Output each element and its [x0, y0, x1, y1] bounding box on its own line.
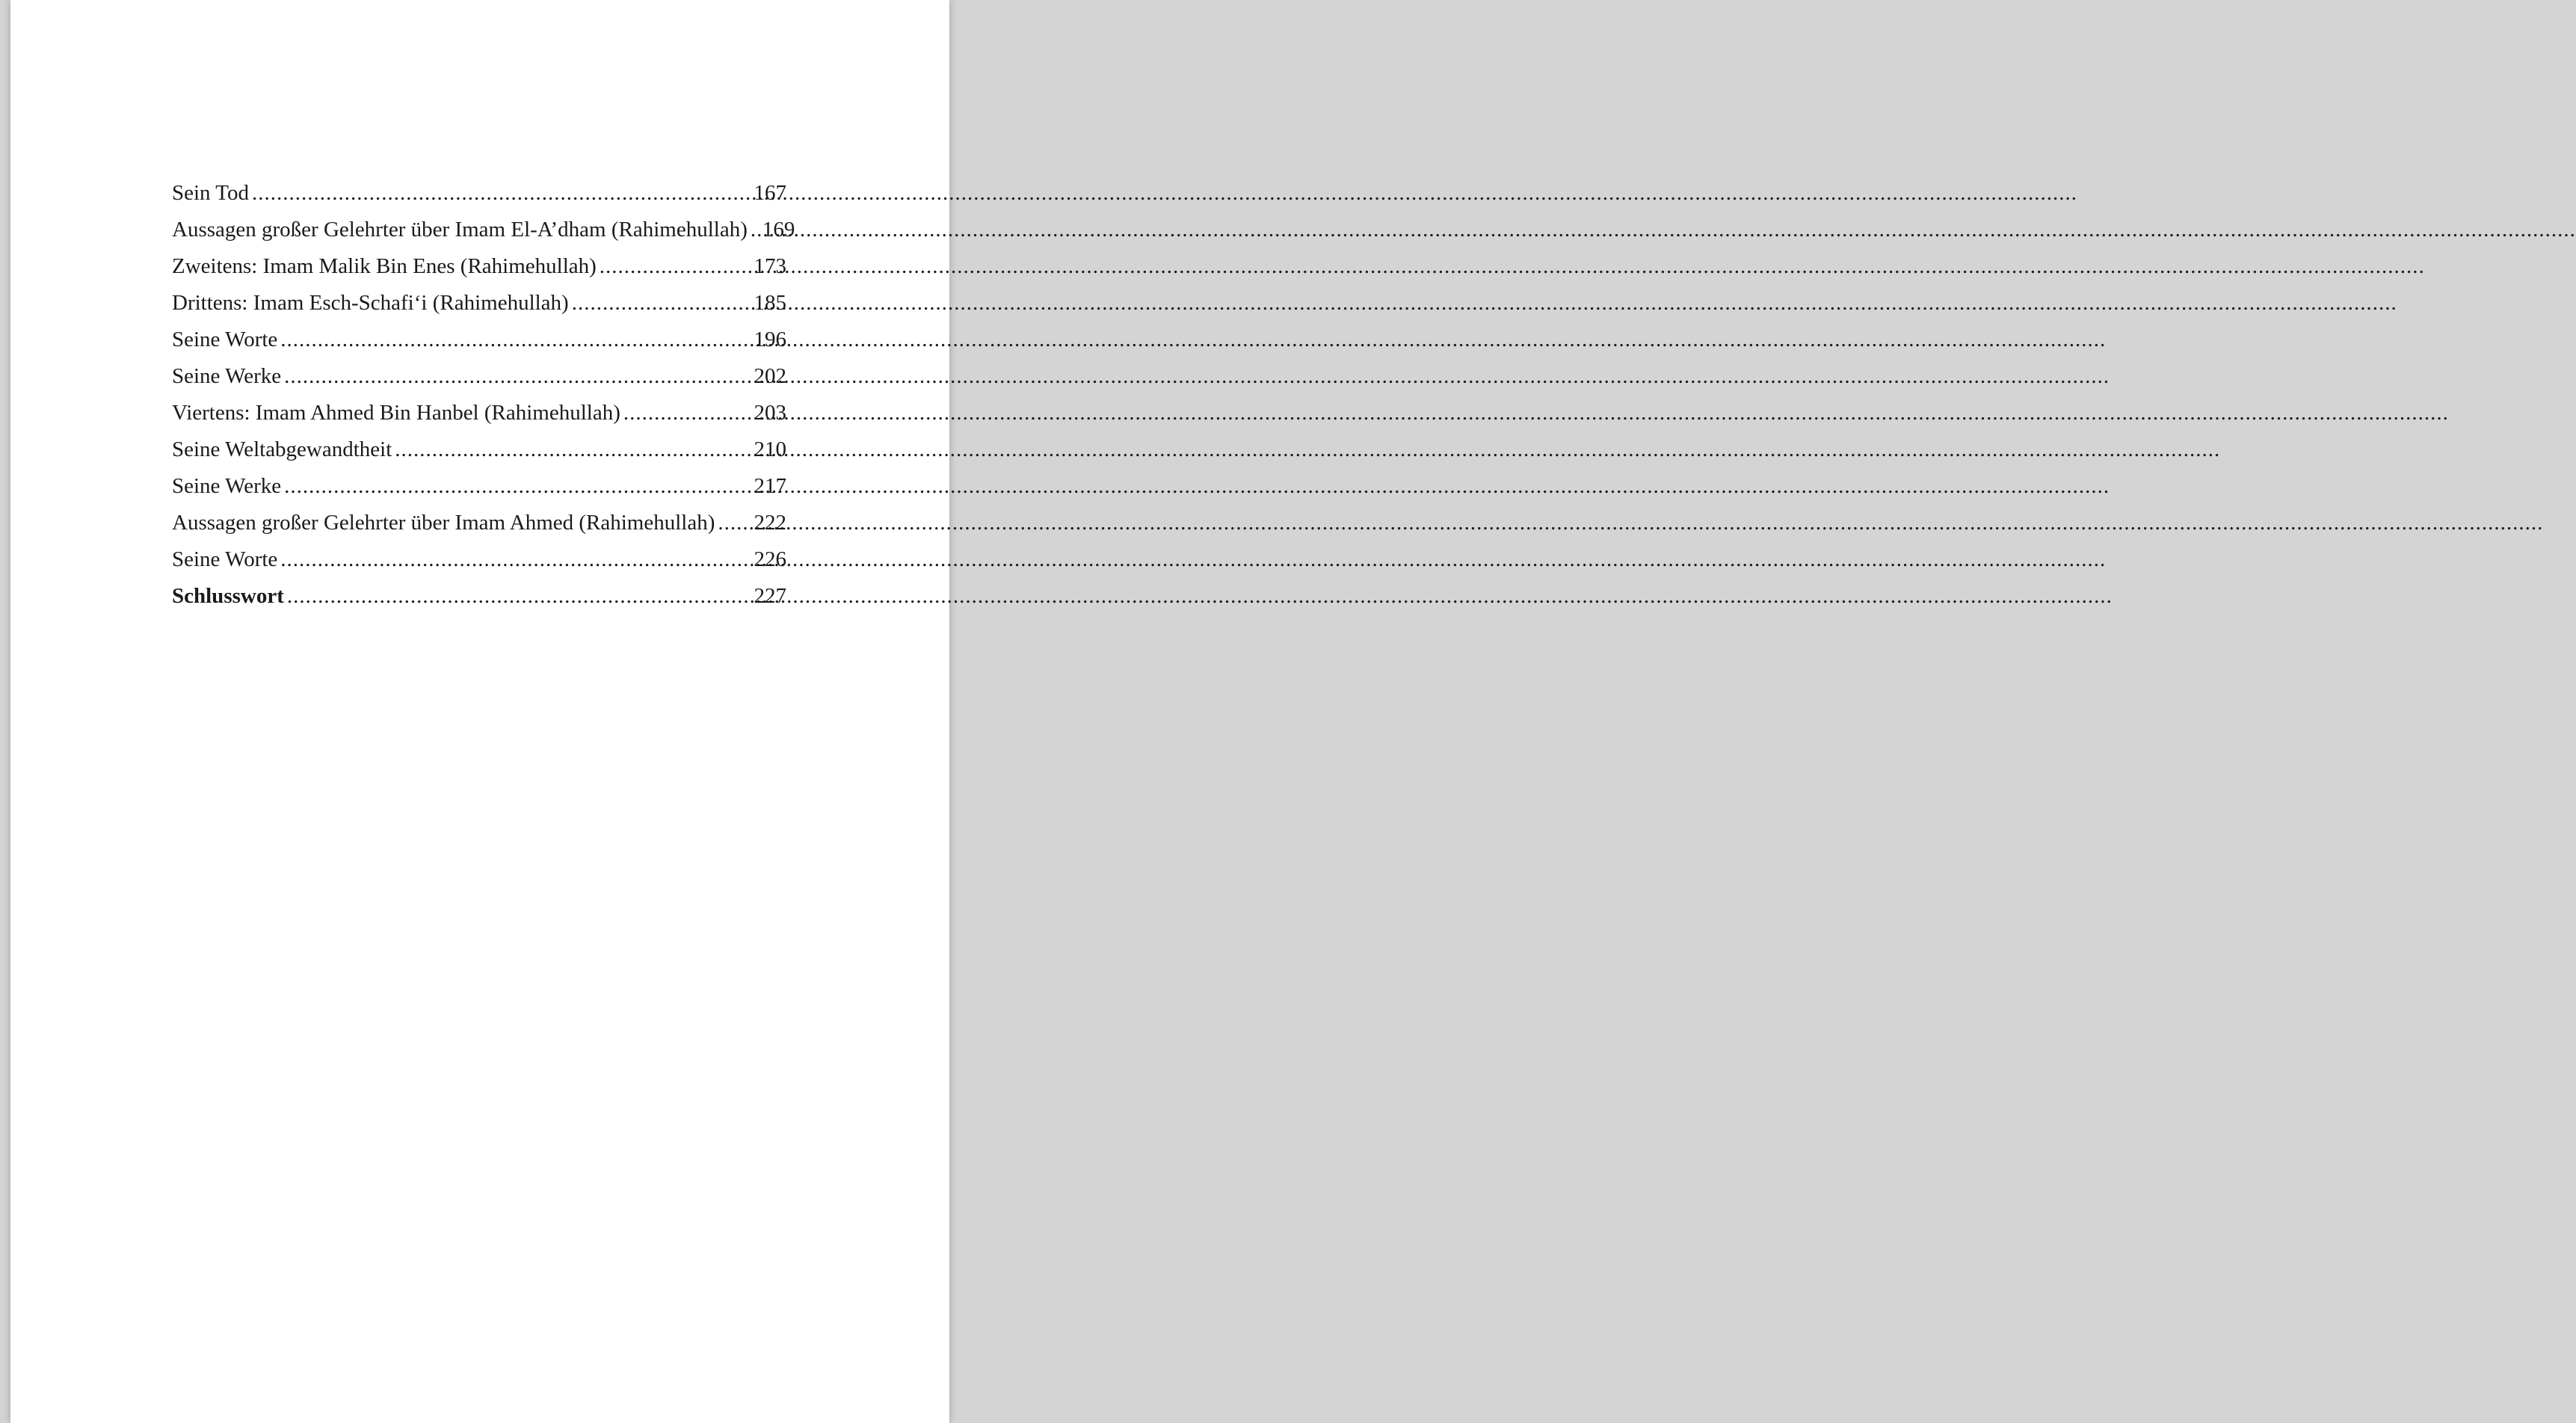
- toc-entry-title: Seine Weltabgewandtheit: [172, 437, 392, 461]
- toc-entry-page: 210: [754, 437, 786, 461]
- dot-leader: [280, 541, 749, 578]
- toc-entry-title: Seine Werke: [172, 364, 282, 388]
- dot-leader: [751, 212, 758, 248]
- toc-entry: [172, 541, 786, 578]
- toc-entry-page: 217: [754, 474, 786, 498]
- dot-leader: [600, 248, 750, 285]
- toc-entry: [172, 395, 786, 431]
- document-page: [10, 0, 949, 1423]
- toc-entry-page: 167: [754, 181, 786, 205]
- dot-leader: [287, 578, 750, 615]
- toc-entry: [172, 358, 786, 395]
- dot-leader: [718, 505, 749, 541]
- toc-entry-page: 202: [754, 364, 786, 388]
- toc-entry-title: Viertens: Imam Ahmed Bin Hanbel (Rahimehullah): [172, 401, 620, 425]
- toc-entry-page: 227: [754, 584, 786, 608]
- dot-leader: [284, 468, 749, 505]
- toc-entry-page: 169: [762, 218, 795, 242]
- dot-leader: [623, 395, 750, 431]
- toc-entry-title: Sein Tod: [172, 181, 249, 205]
- toc-entry: [172, 578, 786, 615]
- toc-entry-page: 226: [754, 547, 786, 571]
- toc-entry: [172, 285, 786, 322]
- toc-entry: [172, 468, 786, 505]
- toc-entry-title: Schlusswort: [172, 584, 284, 608]
- toc-entry: [172, 212, 795, 248]
- toc-entry-title: Aussagen großer Gelehrter über Imam Ahmed (Rahimehullah): [172, 511, 715, 535]
- dot-leader: [572, 285, 750, 322]
- dot-leader: [252, 175, 750, 212]
- dot-leader: [284, 358, 749, 395]
- toc-entry-title: Seine Worte: [172, 547, 278, 571]
- toc-entry: [172, 431, 786, 468]
- toc-entry-page: 185: [754, 291, 786, 315]
- toc-entry-page: 196: [754, 328, 786, 351]
- toc-entry-page: 173: [754, 254, 786, 278]
- toc-entry-title: Drittens: Imam Esch-Schafi‘i (Rahimehullah): [172, 291, 569, 315]
- toc-entry: [172, 322, 786, 358]
- toc-entry-title: Seine Worte: [172, 328, 278, 351]
- dot-leader: [395, 431, 749, 468]
- toc-entry: [172, 248, 786, 285]
- toc-entry-title: Zweitens: Imam Malik Bin Enes (Rahimehullah): [172, 254, 597, 278]
- toc-entry-title: Seine Werke: [172, 474, 282, 498]
- toc-entry-page: 203: [754, 401, 786, 425]
- table-of-contents: [172, 175, 795, 615]
- toc-entry-title: Aussagen großer Gelehrter über Imam El-A’dham (Rahimehullah): [172, 218, 748, 242]
- toc-entry: [172, 175, 786, 212]
- dot-leader: [280, 322, 749, 358]
- toc-entry: [172, 505, 786, 541]
- toc-entry-page: 222: [754, 511, 786, 535]
